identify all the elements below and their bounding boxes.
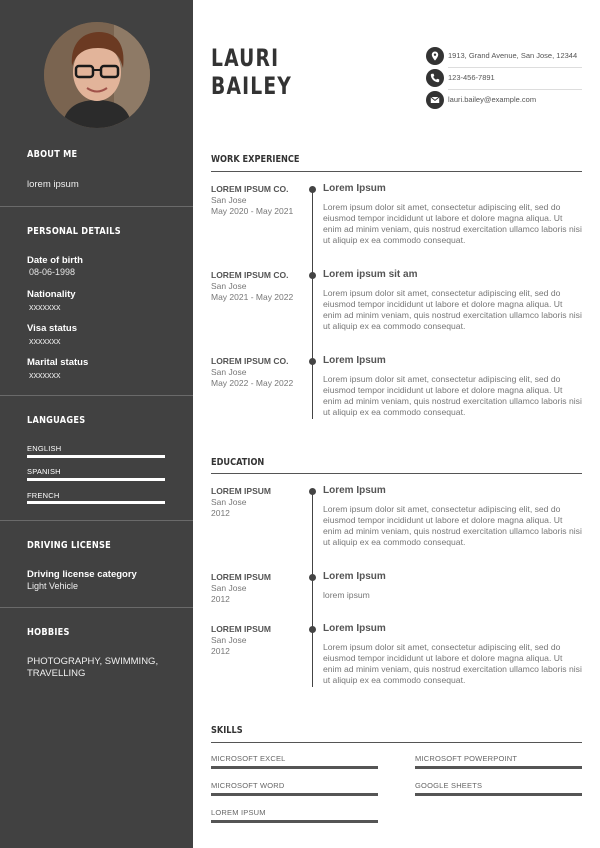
work-description: Lorem ipsum dolor sit amet, consectetur adipiscing elit, sed do eiusmod tempor incididunt ut labore et dolore magna aliqua. Ut enim ad minim veniam, quis nostrud exercitation ullamco laboris nisi ut aliquip ex ea commodo consequat. [323, 202, 582, 246]
section-rule [211, 171, 582, 172]
education-location: San Jose [211, 583, 247, 593]
education-org: LOREM IPSUM [211, 624, 271, 634]
about-text: lorem ipsum [27, 179, 79, 190]
education-dates: 2012 [211, 646, 230, 656]
divider [0, 607, 193, 608]
contact-phone [426, 69, 582, 89]
divider [448, 67, 582, 68]
skill-level-bar [415, 766, 582, 769]
education-org: LOREM IPSUM [211, 572, 271, 582]
timeline-dot [309, 186, 316, 193]
email-text[interactable]: lauri.bailey@example.com [448, 95, 537, 104]
language-french: FRENCH [27, 491, 60, 500]
work-description: Lorem ipsum dolor sit amet, consectetur adipiscing elit, sed do eiusmod tempor incididunt ut labore et dolore magna aliqua. Ut enim ad minim veniam, quis nostrud exercitation ullamco laboris nisi ut aliquip ex ea commodo consequat. [323, 374, 582, 418]
skill-label: GOOGLE SHEETS [415, 781, 483, 790]
timeline-dot [309, 488, 316, 495]
work-dates: May 2020 - May 2021 [211, 206, 294, 216]
location-pin-icon [426, 47, 444, 65]
contact-address [426, 47, 582, 67]
divider [448, 89, 582, 90]
dob-label: Date of birth [27, 255, 83, 266]
divider [0, 395, 193, 396]
timeline-dot [309, 574, 316, 581]
work-experience-title: WORK EXPERIENCE [211, 154, 300, 165]
marital-label: Marital status [27, 357, 89, 368]
sidebar [0, 0, 193, 848]
languages-title: LANGUAGES [27, 415, 86, 426]
education-description: lorem ipsum [323, 590, 370, 600]
contact-email [426, 91, 582, 111]
education-location: San Jose [211, 497, 247, 507]
skill-level-bar [211, 766, 378, 769]
skill-label: MICROSOFT WORD [211, 781, 285, 790]
section-rule [211, 473, 582, 474]
visa-label: Visa status [27, 323, 77, 334]
skill-level-bar [211, 820, 378, 823]
language-level-bar [27, 501, 165, 504]
work-role: Lorem Ipsum [323, 183, 386, 194]
skill-label: MICROSOFT POWERPOINT [415, 754, 518, 763]
driving-license-label: Driving license category [27, 569, 137, 580]
education-description: Lorem ipsum dolor sit amet, consectetur adipiscing elit, sed do eiusmod tempor incididunt ut labore et dolore magna aliqua. Ut enim ad minim veniam, quis nostrud exercitation ullamco laboris nisi ut aliquip ex ea commodo consequat. [323, 642, 582, 686]
work-role: Lorem Ipsum [323, 355, 386, 366]
personal-details-title: PERSONAL DETAILS [27, 226, 121, 237]
language-english: ENGLISH [27, 444, 62, 453]
marital-value: xxxxxxx [29, 370, 61, 380]
education-description: Lorem ipsum dolor sit amet, consectetur adipiscing elit, sed do eiusmod tempor incididunt ut labore et dolore magna aliqua. Ut enim ad minim veniam, quis nostrud exercitation ullamco laboris nisi ut aliquip ex ea commodo consequat. [323, 504, 582, 548]
work-org: LOREM IPSUM CO. [211, 184, 289, 194]
work-dates: May 2022 - May 2022 [211, 378, 294, 388]
nationality-value: xxxxxxx [29, 302, 61, 312]
work-location: San Jose [211, 367, 247, 377]
last-name: BAILEY [211, 72, 293, 100]
phone-icon [426, 69, 444, 87]
email-icon [426, 91, 444, 109]
hobbies-line-1: PHOTOGRAPHY, SWIMMING, [27, 656, 159, 667]
work-role: Lorem ipsum sit am [323, 269, 418, 280]
work-timeline [312, 189, 313, 419]
profile-photo [44, 22, 150, 128]
section-rule [211, 742, 582, 743]
language-spanish: SPANISH [27, 467, 61, 476]
hobbies-line-2: TRAVELLING [27, 668, 86, 679]
work-location: San Jose [211, 281, 247, 291]
work-dates: May 2021 - May 2022 [211, 292, 294, 302]
divider [0, 520, 193, 521]
phone-text[interactable]: 123-456-7891 [448, 73, 495, 82]
timeline-dot [309, 272, 316, 279]
education-timeline [312, 491, 313, 687]
visa-value: xxxxxxx [29, 336, 61, 346]
skill-level-bar [415, 793, 582, 796]
language-level-bar [27, 478, 165, 481]
skills-title: SKILLS [211, 725, 243, 736]
education-org: LOREM IPSUM [211, 486, 271, 496]
driving-license-value: Light Vehicle [27, 581, 79, 591]
nationality-label: Nationality [27, 289, 76, 300]
education-title: EDUCATION [211, 457, 265, 468]
work-location: San Jose [211, 195, 247, 205]
education-degree: Lorem Ipsum [323, 623, 386, 634]
hobbies-title: HOBBIES [27, 627, 70, 638]
work-description: Lorem ipsum dolor sit amet, consectetur adipiscing elit, sed do eiusmod tempor incididunt ut labore et dolore magna aliqua. Ut enim ad minim veniam, quis nostrud exercitation ullamco laboris nisi ut aliquip ex ea commodo consequat. [323, 288, 582, 332]
work-org: LOREM IPSUM CO. [211, 356, 289, 366]
timeline-dot [309, 626, 316, 633]
skill-label: MICROSOFT EXCEL [211, 754, 286, 763]
driving-license-title: DRIVING LICENSE [27, 540, 111, 551]
language-level-bar [27, 455, 165, 458]
dob-value: 08-06-1998 [29, 267, 76, 277]
about-title: ABOUT ME [27, 149, 78, 160]
timeline-dot [309, 358, 316, 365]
education-location: San Jose [211, 635, 247, 645]
work-org: LOREM IPSUM CO. [211, 270, 289, 280]
divider [0, 206, 193, 207]
education-dates: 2012 [211, 594, 230, 604]
education-degree: Lorem Ipsum [323, 571, 386, 582]
skill-label: LOREM IPSUM [211, 808, 266, 817]
first-name: LAURI [211, 44, 280, 72]
address-text: 1913, Grand Avenue, San Jose, 12344 [448, 51, 578, 60]
education-dates: 2012 [211, 508, 230, 518]
education-degree: Lorem Ipsum [323, 485, 386, 496]
skill-level-bar [211, 793, 378, 796]
